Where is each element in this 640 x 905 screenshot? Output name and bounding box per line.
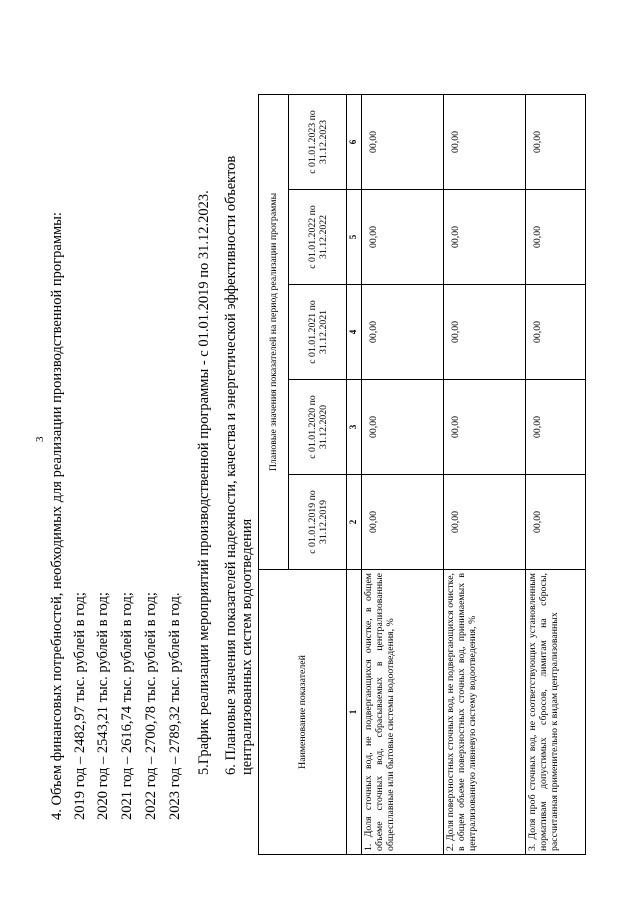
financial-item: 2023 год – 2789,32 тыс. рублей в год. [167, 592, 183, 820]
header-group: Плановые значения показателей на период реализации программы [259, 95, 289, 570]
indicator-value: 00,00 [362, 95, 444, 190]
column-number: 1 [347, 570, 362, 855]
indicator-value: 00,00 [362, 285, 444, 380]
indicator-value: 00,00 [526, 380, 586, 475]
schedule-line: 5.График реализации мероприятий производственной программы - с 01.01.2019 по 31.12.2023. [196, 190, 212, 775]
indicator-value: 00,00 [526, 95, 586, 190]
column-number: 5 [347, 190, 362, 285]
table-header-row [259, 95, 289, 855]
header-name: Наименование показателей [259, 570, 347, 855]
indicator-value: 00,00 [444, 95, 526, 190]
period-header: с 01.01.2022 по 31.12.2022 [289, 190, 347, 285]
financial-item: 2019 год – 2482,97 тыс. рублей в год; [72, 592, 88, 820]
indicator-value: 00,00 [526, 285, 586, 380]
financial-item: 2020 год – 2543,21 тыс. рублей в год; [95, 592, 111, 820]
period-header: с 01.01.2023 по 31.12.2023 [289, 95, 347, 190]
column-number-row [347, 95, 362, 855]
period-header: с 01.01.2019 по 31.12.2019 [289, 475, 347, 570]
section-6-heading [224, 15, 255, 775]
column-number: 6 [347, 95, 362, 190]
column-number: 3 [347, 380, 362, 475]
indicator-name: 1. Доля сточных вод, не подвергающихся очистке, в общем объеме сточных вод, сбрасываемых в централизованные общесплавные или бытовые системы водоотведения, % [362, 570, 444, 855]
column-number: 2 [347, 475, 362, 570]
table-row [526, 95, 586, 855]
indicator-value: 00,00 [362, 380, 444, 475]
financial-item: 2021 год – 2616,74 тыс. рублей в год; [119, 592, 135, 820]
period-header: с 01.01.2020 по 31.12.2020 [289, 380, 347, 475]
financial-heading: 4. Объем финансовых потребностей, необходимых для реализации производственной программы: [49, 212, 65, 820]
section-6-line-1: 6. Плановые значения показателей надежности, качества и энергетической эффективности объектов [223, 155, 239, 775]
table-row [444, 95, 526, 855]
indicator-value: 00,00 [444, 190, 526, 285]
indicator-value: 00,00 [362, 475, 444, 570]
page-number: 3 [34, 436, 46, 442]
table-row [362, 95, 444, 855]
period-header: с 01.01.2021 по 31.12.2021 [289, 285, 347, 380]
column-number: 4 [347, 285, 362, 380]
indicator-value: 00,00 [444, 285, 526, 380]
indicators-table [258, 94, 586, 855]
financial-item: 2022 год – 2700,78 тыс. рублей в год; [143, 592, 159, 820]
section-6-line-2: централизованных систем водоотведения [238, 518, 255, 775]
indicator-value: 00,00 [362, 190, 444, 285]
indicator-name: 3. Доля проб сточных вод, не соответствующих установленным нормативам допустимых сбросов, лимитам на сбросы, рассчитанная применительно к видам централизованных [526, 570, 586, 855]
indicator-value: 00,00 [444, 380, 526, 475]
indicator-value: 00,00 [526, 190, 586, 285]
indicator-name: 2. Доля поверхностных сточных вод, не подвергающихся очистке, в общем объеме поверхностных сточных вод, принимаемых в централизованную ливневую систему водоотведения, % [444, 570, 526, 855]
indicator-value: 00,00 [526, 475, 586, 570]
indicator-value: 00,00 [444, 475, 526, 570]
